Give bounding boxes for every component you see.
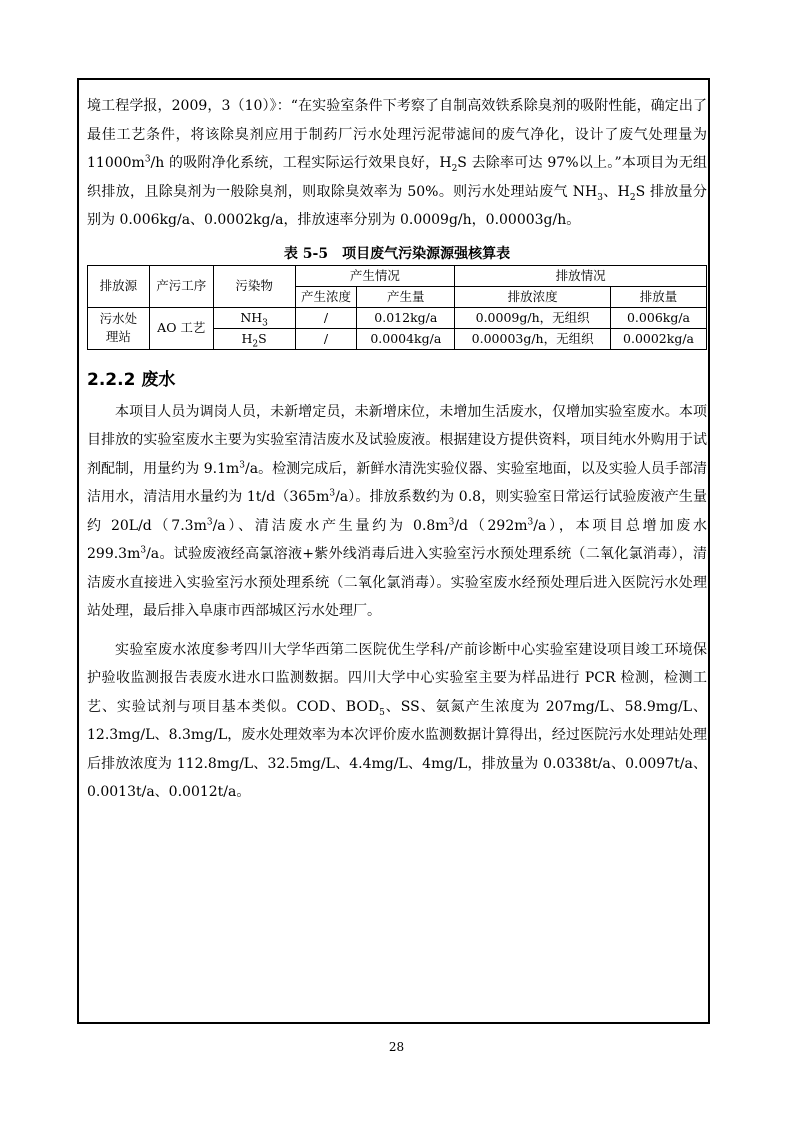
cell-em-amt: 0.0002kg/a [611,328,707,349]
header-source: 排放源 [88,265,150,307]
cell-gen-conc: / [295,328,357,349]
paragraph-1: 境工程学报，2009，3（10）》：“在实验室条件下考察了自制高效铁系除臭剂的吸附性能，确定出了最佳工艺条件，将该除臭剂应用于制药厂污水处理污泥带滤间的废气净化，设计了废气处理量为 $11000m^3/h$ 的吸附净化系统，工程实际运行效果良好，$H_2S$ 去除率可达 97%以上。”本项目为无组织排放，且除臭剂为一般除臭剂，则取除臭效率为 50%。则污水处理站废气 $NH_3$、$H_2S$ 排放量分别为 0.006kg/a、0.0002kg/a，排放速率分别为 0.0009g/h，0.00003g/h。 [87,98,707,228]
cell-source: 污水处理站 [88,307,150,349]
document-body [87,92,707,807]
header-process: 产污工序 [149,265,213,307]
header-gen-conc: 产生浓度 [295,286,357,307]
cell-em-amt: 0.006kg/a [611,307,707,328]
cell-gen-amt: 0.0004kg/a [357,328,455,349]
cell-process: AO 工艺 [149,307,213,349]
table-title: 表 5-5 项目废气污染源源强核算表 [283,245,511,262]
table-row [88,307,707,328]
header-pollutant: 污染物 [213,265,295,307]
paragraph-3: 实验室废水浓度参考四川大学华西第二医院优生学科/产前诊断中心实验室建设项目竣工环境保护验收监测报告表废水进水口监测数据。四川大学中心实验室主要为样品进行 PCR 检测，检测工艺、实验试剂与项目基本类似。COD、$BOD_5$、SS、氨氮产生浓度为 207mg/L、58.9mg/L、12.3mg/L、8.3mg/L，废水处理效率为本次评价废水监测数据计算得出，经过医院污水处理站处理后排放浓度为 112.8mg/L、32.5mg/L、4.4mg/L、4mg/L，排放量为 0.0338t/a、0.0097t/a、0.0013t/a、0.0012t/a。 [87,641,708,800]
cell-em-conc: 0.00003g/h，无组织 [455,328,611,349]
table-header-row [88,265,707,286]
header-em-conc: 排放浓度 [455,286,611,307]
header-generation: 产生情况 [295,265,455,286]
header-em-amt: 排放量 [611,286,707,307]
cell-em-conc: 0.0009g/h，无组织 [455,307,611,328]
section-heading: 2.2.2 废水 [87,369,176,390]
page-number: 28 [388,1040,405,1054]
cell-pollutant: $H_2S$ [213,328,295,349]
header-emission: 排放情况 [455,265,707,286]
header-gen-amt: 产生量 [357,286,455,307]
paragraph-2: 本项目人员为调岗人员，未新增定员，未新增床位，未增加生活废水，仅增加实验室废水。本项目排放的实验室废水主要为实验室清洁废水及试验废液。根据建设方提供资料，项目纯水外购用于试剂配制，用量约为 $9.1m^3/a$。检测完成后，新鲜水清洗实验仪器、实验室地面，以及实验人员手部清洁用水，清洁用水量约为 $1t/d(365m^3/a)$。排放系数约为 0.8，则实验室日常运行试验废液产生量约 $20L/d(7.3m^3/a)$、清洁废水产生量约为 $0.8m^3/d(292m^3/a)$，本项目总增加废水 $299.3m^3/a$。试验废液经高氯溶液+紫外线消毒后进入实验室污水预处理系统（二氧化氯消毒），清洁废水直接进入实验室污水预处理系统（二氧化氯消毒）。实验室废水经预处理后进入医院污水处理站处理，最后排入阜康市西部城区污水处理厂。 [87,403,708,619]
cell-gen-conc: / [295,307,357,328]
cell-gen-amt: 0.012kg/a [357,307,455,328]
cell-pollutant: $NH_3$ [213,307,295,328]
emission-table [87,265,707,350]
